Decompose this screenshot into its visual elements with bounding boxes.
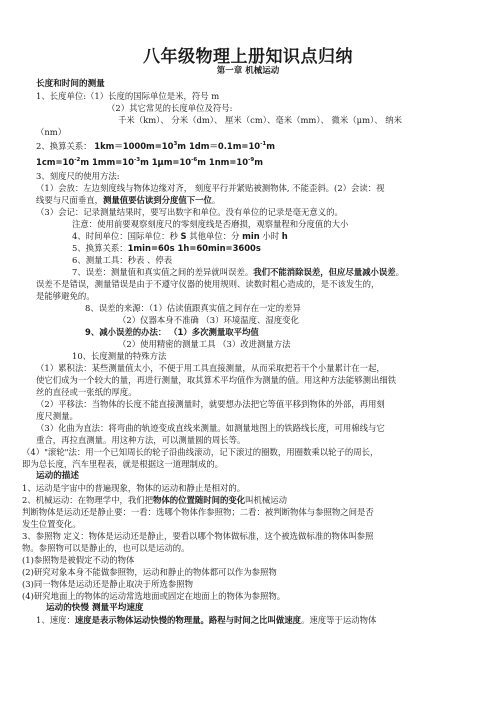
section-heading: 长度和时间的测量 [36,79,105,89]
text-line: (2)研究对象本身不能做参照物，运动和静止的物体都可以作为参照物 [22,567,277,577]
text-line: （3）会记：记录测量结果时，要写出数字和单位。没有单位的记录是毫无意义的。 [36,207,343,217]
text-line: 注意：使用前要观察刻度尺的零刻度线是否磨损，观察量程和分度值的大小 [72,219,349,229]
text-line: 1、速度：速度是表示物体运动快慢的物理量。路程与时间之比叫做速度。速度等于运动物体 [36,615,377,625]
text-line: 是能够避免的。 [36,291,95,301]
text-line: 2、机械运动：在物理学中，我们把物体的位置随时间的变化叫机械运动 [22,495,287,505]
text-line: 使它们成为一个较大的量，再进行测量，取其算术平均值作为测量的值。用这种方法能够测出细铁 [36,375,397,385]
text-line: 重合，再拉直测量。用这种方法，可以测量圆的周长等。 [36,435,246,445]
text-line: （2）仪器本身不准确 （3）环境温度、湿度变化 [118,315,299,325]
text-line: （2）使用精密的测量工具 （3）改进测量方法 [118,339,291,349]
text-line: (4)研究地面上的物体的运动常选地面或固定在地面上的物体为参照物。 [22,591,286,601]
text-line: 丝的直径或一张纸的厚度。 [36,387,137,397]
text-line: 3、刻度尺的使用方法: [36,171,120,181]
text-line: （1）累积法：某些测量值太小，不便于用工具直接测量，从而采取把若干个小量累计在一起， [36,363,385,373]
text-line: 千米（km）、 分米（dm）、 厘米（cm）、毫米（mm）、 微米（μm）、 纳米 [118,115,403,125]
text-line: 度尺测量。 [36,411,78,421]
text-line: 线要与尺面垂直，测量值要估读到分度值下一位。 [36,195,221,205]
text-line: 发生位置变化。 [22,519,81,529]
text-line: 9、减小误差的办法： （1）多次测量取平均值 [85,327,259,337]
section-heading: 运动的快慢 测量平均速度 [46,603,144,613]
text-line: $1cm=10^{-2}m$ $1mm=10^{-3}m$ $1\mu m=10^{-6}m$ $1nm=10^{-9}m$ [36,157,263,167]
text-line: （3）化曲为直法：将弯曲的轨迹变成直线来测量。如测量地图上的铁路线长度，可用棉线与它 [36,423,385,433]
chapter-heading: 第一章 机械运动 [216,66,280,76]
text-line: 10、长度测量的特殊方法 [72,351,167,361]
text-line: （1）会放：左边刻度线与物体边缘对齐， 刻度平行并紧贴被测物体, 不能歪斜。(2）会读：视 [36,183,385,193]
text-line: 1、长度单位:（1）长度的国际单位是米，符号 m [36,91,220,101]
text-line: 5、换算关系：1min=60s 1h=60min=3600s [72,243,261,253]
document-title: 八年级物理上册知识点归纳 [143,47,353,67]
text-line: 7、误差：测量值和真实值之间的差异就叫误差。我们不能消除误差，但应尽量减小误差。 [72,267,404,277]
text-line: (3)同一物体是运动还是静止取决于所选参照物 [22,579,193,589]
text-line: 物。参照物可以是静止的，也可以是运动的。 [22,543,190,553]
text-line: （2）平移法：当物体的长度不能直接测量时，就要想办法把它等值平移到物体的外部，再用刻 [36,399,385,409]
text-line: （4）"滚轮"法：用一个已知周长的轮子沿曲线滚动，记下滚过的圈数，用圈数乘以轮子的周长， [22,447,379,457]
text-line: 3、参照物 定义：物体是运动还是静止，要看以哪个物体做标准，这个被选做标准的物体叫参照 [22,531,374,541]
text-line: 8、误差的来源：（1）估读值跟真实值之间存在一定的差异 [85,303,301,313]
text-line: （nm） [36,127,67,137]
text-line: （2）其它常见的长度单位及符号: [107,103,233,113]
text-line: 2、换算关系： $1km=1000m=10^3m$ $1dm=0.1m=10^{-1}m$ [36,141,275,151]
section-heading: 运动的描述 [36,471,79,481]
text-line: (1)参照物是被假定不动的物体 [22,555,135,565]
text-line: 即为总长度，汽车里程表，就是根据这一道理制成的。 [22,459,223,469]
text-line: 4、时间单位：国际单位：秒 S 其他单位：分 min 小时 h [72,231,288,241]
text-line: 误差不是错误，测量错误是由于不遵守仪器的使用规则、读数时粗心造成的，是不该发生的， [36,279,380,289]
text-line: 6、测量工具：秒表 、停表 [72,255,173,265]
text-line: 判断物体是运动还是静止要：一看：选哪个物体作参照物；二看：被判断物体与参照物之间是否 [22,507,374,517]
text-line: 1、运动是宇宙中的普遍现象，物体的运动和静止是相对的。 [22,483,246,493]
